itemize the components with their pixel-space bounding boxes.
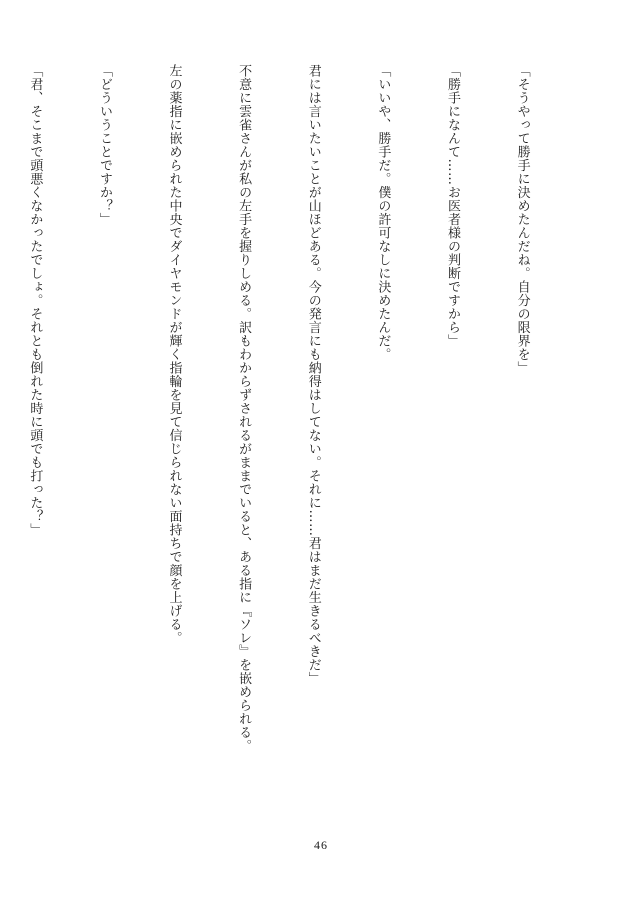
- text-line: 君には言いたいことが山ほどある。今の発言にも納得はしてない。それに……君はまだ生きるべきだ」: [305, 64, 321, 685]
- text-line: 左の薬指に嵌められた中央でダイヤモンドが輝く指輪を見て信じられない面持ちで顔を上げる。: [166, 64, 182, 645]
- text-line: 「どういうことですか？」: [96, 64, 112, 226]
- novel-text-block: [27, 64, 580, 824]
- text-line: 「勝手になんて……お医者様の判断ですから」: [444, 64, 460, 348]
- text-line: 「いいや、勝手だ。僕の許可なしに決めたんだ。: [375, 64, 391, 361]
- text-line: 「君、そこまで頭悪くなかったでしょ。それとも倒れた時に頭でも打った？」: [27, 64, 43, 537]
- text-line: 不意に雲雀さんが私の左手を握りしめる。訳もわからずされるがままでいると、ある指に『ソレ』を嵌められる。: [236, 64, 252, 753]
- text-line: 「そうやって勝手に決めたんだね。自分の限界を」: [514, 64, 530, 375]
- page-number: 46: [314, 838, 328, 852]
